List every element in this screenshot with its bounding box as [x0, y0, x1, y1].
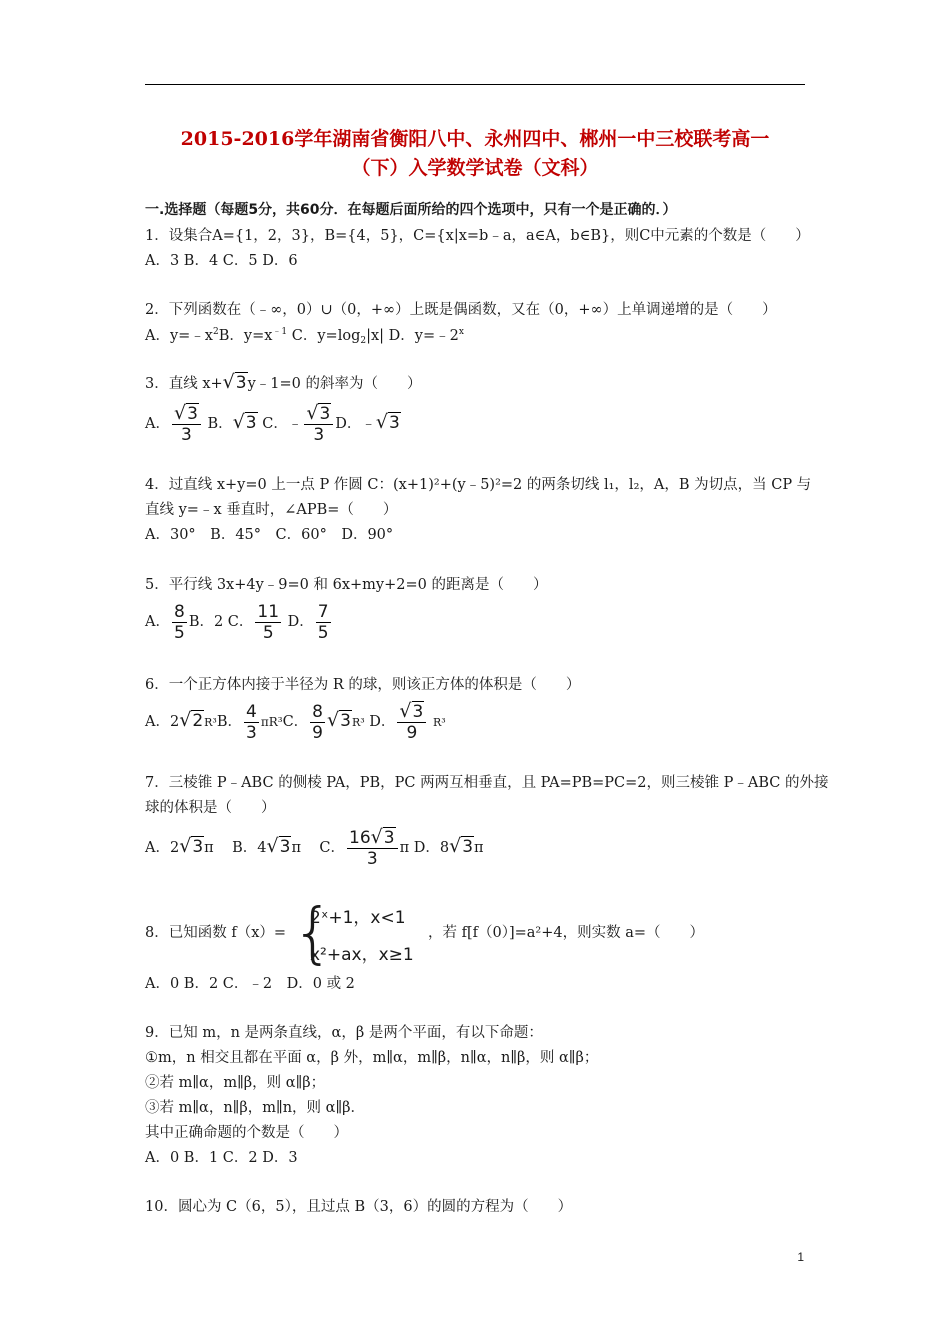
piecewise-case-2: x²+ax，x≥1	[310, 945, 414, 965]
q6-stem: 6．一个正方体内接于半径为 R 的球，则该正方体的体积是（ ）	[145, 677, 581, 693]
q9-proposition-3: ③若 m∥α，n∥β，m∥n，则 α∥β．	[145, 1100, 366, 1116]
fraction-d: $\frac{7}{5}$	[317, 601, 329, 643]
q9-ask: 其中正确命题的个数是（ ）	[145, 1125, 348, 1141]
q9-options: A．0 B．1 C．2 D．3	[145, 1150, 298, 1166]
q3-options: A． $\frac{√3}{3}$ B．√3 C．﹣ $\frac{√3}{3}$ D．﹣√3	[145, 398, 401, 448]
q9-proposition-2: ②若 m∥α，m∥β，则 α∥β；	[145, 1075, 326, 1091]
title-line-2: （下）入学数学试卷（文科）	[351, 157, 599, 179]
q1-stem: 1．设集合A={1，2，3}，B={4，5}，C={x|x=b﹣a，a∈A，b∈B}，则C中元素的个数是（ ）	[145, 228, 810, 244]
fraction-c: $\frac{11}{5}$	[257, 601, 280, 643]
q7-options: A．2√3π B．4√3π C． $\frac{16√3}{3}$ π D．8√3π	[145, 826, 484, 869]
header-rule	[145, 84, 805, 85]
q4-line-1: 4．过直线 x+y=0 上一点 P 作圆 C：(x+1)²+(y﹣5)²=2 的两条切线 l₁，l₂，A，B 为切点，当 CP 与	[145, 477, 812, 493]
q3-stem: 3．直线 x+√3y﹣1=0 的斜率为（ ）	[145, 371, 422, 393]
q7-line-2: 球的体积是（ ）	[145, 800, 276, 816]
q1-options: A．3 B．4 C．5 D．6	[145, 253, 298, 269]
sqrt-expression: √3	[222, 371, 247, 393]
fraction-a: $\frac{8}{5}$	[173, 601, 185, 643]
sqrt-d: √3	[375, 411, 400, 433]
page-number: 1	[797, 1250, 804, 1264]
q8-stem-right: ，若 f[f（0）]=a²+4，则实数 a=（ ）	[428, 925, 705, 941]
q6-options: A．2√2R³B． $\frac{4}{3}$ πR³C． $\frac{8}{9}$ √3R³ D． $\frac{√3}{9}$ R³	[145, 700, 446, 743]
q5-stem: 5．平行线 3x+4y﹣9=0 和 6x+my+2=0 的距离是（ ）	[145, 577, 548, 593]
q9-stem: 9．已知 m，n 是两条直线，α，β 是两个平面，有以下命题：	[145, 1025, 543, 1041]
q4-line-2: 直线 y=﹣x 垂直时，∠APB=（ ）	[145, 502, 398, 518]
sqrt-b: √3	[232, 411, 257, 433]
section-heading: 一.选择题（每题5分，共60分．在每题后面所给的四个选项中，只有一个是正确的．）	[145, 202, 677, 218]
q8-options: A．0 B．2 C．﹣2 D．0 或 2	[145, 976, 355, 992]
q2-stem: 2．下列函数在（﹣∞，0）∪（0，+∞）上既是偶函数，又在（0，+∞）上单调递增的是（ ）	[145, 302, 777, 318]
q4-options: A．30° B．45° C．60° D．90°	[145, 527, 394, 543]
q5-options: A． $\frac{8}{5}$ B．2 C． $\frac{11}{5}$ D． $\frac{7}{5}$	[145, 601, 329, 643]
q10-stem: 10．圆心为 C（6，5），且过点 B（3，6）的圆的方程为（ ）	[145, 1199, 573, 1215]
piecewise-case-1: 2ˣ+1，x<1	[310, 908, 406, 928]
title-line-1: 2015-2016学年湖南省衡阳八中、永州四中、郴州一中三校联考高一	[180, 128, 770, 150]
piecewise-brace: {	[292, 894, 334, 971]
q2-options: A．$y=﹣x^2B$．$y=x^{﹣1}$ C．$y=\log_2|x|$ D．$y=﹣2^x$	[145, 327, 464, 346]
q9-proposition-1: ①m，n 相交且都在平面 α，β 外，m∥α，m∥β，n∥α，n∥β，则 α∥β；	[145, 1050, 599, 1066]
fraction-c: $\frac{√3}{3}$	[304, 403, 333, 445]
q7-line-1: 7．三棱锥 P﹣ABC 的侧棱 PA，PB，PC 两两互相垂直，且 PA=PB=PC=2，则三棱锥 P﹣ABC 的外接	[145, 775, 829, 791]
fraction-a: $\frac{√3}{3}$	[172, 403, 201, 445]
q8-stem-left: 8．已知函数 f（x）=	[145, 925, 287, 941]
